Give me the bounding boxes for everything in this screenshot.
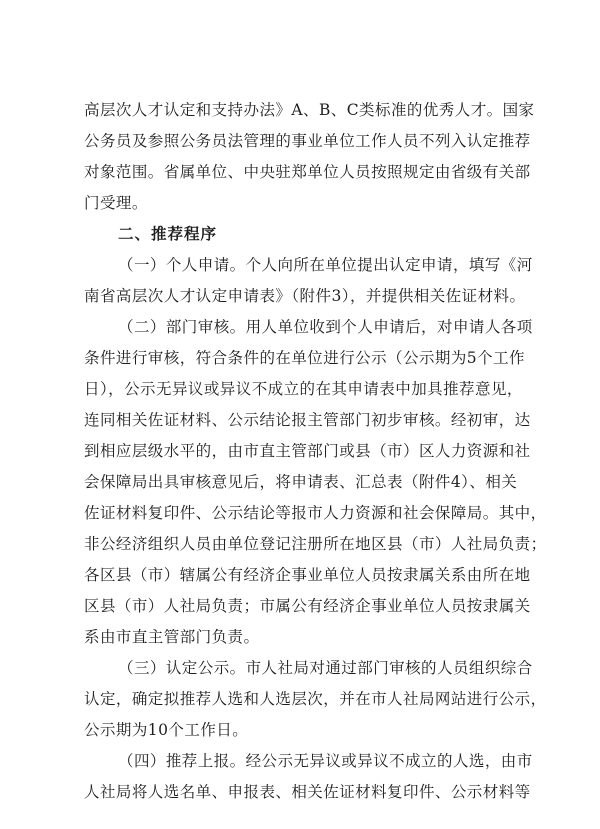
text-line: 认定，确定拟推荐人选和人选层次，并在市人社局网站进行公示， xyxy=(84,690,547,708)
text-line: 连同相关佐证材料、公示结论报主管部门初步审核。经初审，达 xyxy=(84,411,531,429)
section-heading: 二、推荐程序 xyxy=(118,225,218,243)
text-line: （二）部门审核。用人单位收到个人申请后，对申请人各项 xyxy=(118,318,533,336)
text-line: 南省高层次人才认定申请表》（附件3），并提供相关佐证材料。 xyxy=(84,287,526,305)
text-line: 条件进行审核，符合条件的在单位进行公示（公示期为5个工作 xyxy=(84,349,525,367)
text-line: 对象范围。省属单位、中央驻郑单位人员按照规定由省级有关部 xyxy=(84,163,531,181)
text-line: 人社局将人选名单、申报表、相关佐证材料复印件、公示材料等 xyxy=(84,783,531,801)
text-line: 高层次人才认定和支持办法》A、B、C类标准的优秀人才。国家 xyxy=(84,101,535,119)
text-line: 系由市直主管部门负责。 xyxy=(84,628,260,646)
text-line: 到相应层级水平的，由市直主管部门或县（市）区人力资源和社 xyxy=(84,442,531,460)
text-line: 区县（市）人社局负责；市属公有经济企事业单位人员按隶属关 xyxy=(84,597,531,615)
text-line: 公务员及参照公务员法管理的事业单位工作人员不列入认定推荐 xyxy=(84,132,531,150)
text-line: 各区县（市）辖属公有经济企事业单位人员按隶属关系由所在地 xyxy=(84,566,531,584)
text-line: 日），公示无异议或异议不成立的在其申请表中加具推荐意见， xyxy=(84,380,523,398)
text-line: 佐证材料复印件、公示结论等报市人力资源和社会保障局。其中， xyxy=(84,504,547,522)
text-line: （四）推荐上报。经公示无异议或异议不成立的人选，由市 xyxy=(118,752,533,770)
text-line: （一）个人申请。个人向所在单位提出认定申请，填写《河 xyxy=(118,256,533,274)
text-line: 非公经济组织人员由单位登记注册所在地区县（市）人社局负责； xyxy=(84,535,547,553)
text-line: 会保障局出具审核意见后，将申请表、汇总表（附件4）、相关 xyxy=(84,473,518,491)
text-line: （三）认定公示。市人社局对通过部门审核的人员组织综合 xyxy=(118,659,533,677)
text-line: 门受理。 xyxy=(84,194,148,212)
text-line: 公示期为10个工作日。 xyxy=(84,721,249,739)
